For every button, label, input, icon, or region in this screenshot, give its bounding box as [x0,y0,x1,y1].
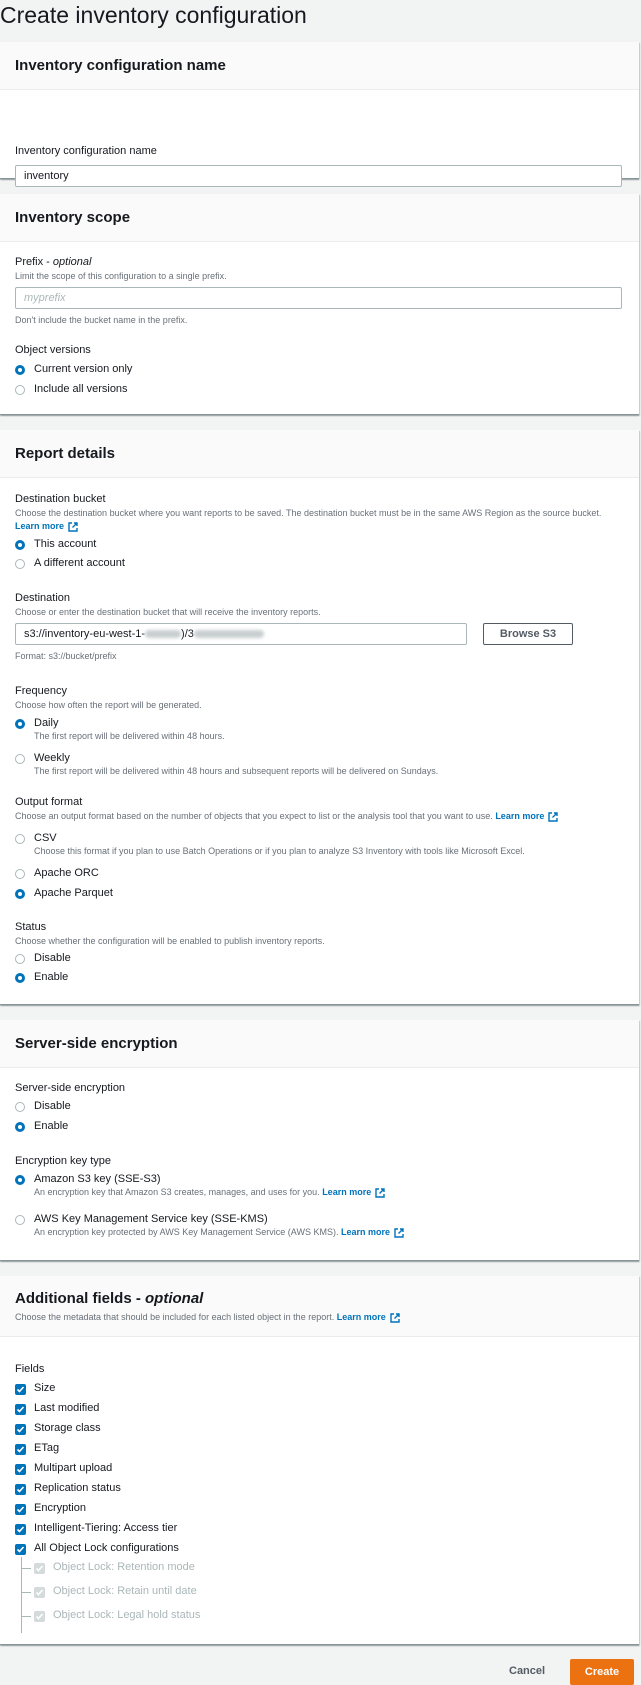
fields-panel-desc-text: Choose the metadata that should be included for each listed object in the report. [15,1312,335,1322]
checkbox-size-input[interactable] [15,1384,26,1395]
radio-apache-parquet-label: Apache Parquet [34,887,113,899]
external-link-icon [390,1313,400,1323]
fields-panel [0,1276,639,1645]
radio-sse-s3-label: Amazon S3 key (SSE-S3) [34,1173,161,1185]
encryption-panel-header [0,1020,639,1068]
object-versions-label: Object versions [15,344,91,356]
output-format-desc-text: Choose an output format based on the number of objects that you expect to list or the analysis tool that you want to use. [15,811,493,821]
radio-daily-desc: The first report will be delivered within 48 hours. [34,731,225,741]
prefix-hint: Don't include the bucket name in the prefix. [15,315,188,325]
status-label: Status [15,921,47,933]
checkbox-size-label: Size [34,1382,56,1394]
fields-panel-header [0,1276,639,1337]
radio-sse-enable-label: Enable [34,1120,69,1132]
destination-value-mid: )/3 [181,628,194,640]
fields-label: Fields [15,1363,45,1375]
radio-csv-desc: Choose this format if you plan to use Batch Operations or if you plan to analyze S3 Inventory with tools like Microsoft Excel. [34,846,525,856]
checkbox-etag-input[interactable] [15,1444,26,1455]
radio-sse-kms-desc [34,1227,404,1238]
radio-csv-input[interactable] [15,834,25,844]
radio-this-account-label: This account [34,538,97,550]
radio-current-version-label: Current version only [34,363,133,375]
encryption-panel-title: Server-side encryption [15,1035,178,1052]
radio-daily-label: Daily [34,717,59,729]
redacted-prefix [194,630,264,638]
radio-different-account-label: A different account [34,557,125,569]
frequency-label: Frequency [15,685,67,697]
checkbox-object-lock-all-label: All Object Lock configurations [34,1542,179,1554]
report-panel-title: Report details [15,445,116,462]
prefix-optional: optional [52,256,92,268]
radio-status-enable-label: Enable [34,971,69,983]
checkbox-legal-hold-label: Object Lock: Legal hold status [53,1609,201,1621]
radio-weekly-desc: The first report will be delivered within 48 hours and subsequent reports will be delivered on Sundays. [34,766,439,776]
checkbox-object-lock-all-input[interactable] [15,1544,26,1555]
config-name-label: Inventory configuration name [15,145,157,157]
prefix-input[interactable]: myprefix [15,287,622,309]
output-learn-more-text: Learn more [495,811,545,821]
checkbox-encryption-input[interactable] [15,1504,26,1515]
checkbox-replication-status-label: Replication status [34,1482,121,1494]
destination-format-hint: Format: s3://bucket/prefix [15,651,117,661]
radio-status-disable-label: Disable [34,952,71,964]
name-panel-title: Inventory configuration name [15,57,226,74]
encryption-panel [0,1020,639,1261]
scope-panel-title: Inventory scope [15,209,131,226]
radio-current-version-input[interactable] [15,365,25,375]
prefix-label [15,256,91,268]
create-button[interactable]: Create [570,1659,634,1685]
radio-sse-disable-label: Disable [34,1100,71,1112]
browse-s3-button[interactable]: Browse S3 [483,623,573,645]
checkbox-intelligent-tiering-input[interactable] [15,1524,26,1535]
config-name-input[interactable]: inventory [15,165,622,187]
scope-panel [0,194,639,415]
checkbox-last-modified-label: Last modified [34,1402,100,1414]
fields-panel-desc [15,1312,400,1323]
radio-apache-parquet-input[interactable] [15,889,25,899]
name-panel [0,42,639,182]
radio-csv-label: CSV [34,832,57,844]
prefix-desc: Limit the scope of this configuration to a single prefix. [15,271,227,281]
radio-this-account-input[interactable] [15,540,25,550]
status-desc: Choose whether the configuration will be enabled to publish inventory reports. [15,936,325,946]
destination-value: s3://inventory-eu-west-1- [24,628,146,640]
radio-sse-enable-input[interactable] [15,1122,25,1132]
fields-panel-title [15,1276,624,1307]
radio-apache-orc-label: Apache ORC [34,867,99,879]
checkbox-etag-label: ETag [34,1442,60,1454]
key-type-label: Encryption key type [15,1155,111,1167]
checkbox-intelligent-tiering-label: Intelligent-Tiering: Access tier [34,1522,178,1534]
destination-input[interactable] [15,623,467,645]
destination-bucket-desc-text: Choose the destination bucket where you want reports to be saved. The destination bucket must be in the same AWS Region as the source bucket. [15,508,602,518]
sse-kms-learn-more-text: Learn more [340,1227,391,1237]
radio-sse-kms-desc-text: An encryption key protected by AWS Key Management Service (AWS KMS). [34,1227,339,1237]
checkbox-encryption-label: Encryption [34,1502,86,1514]
radio-weekly-input[interactable] [15,754,25,764]
fields-panel-title-text: Additional fields - [15,1290,145,1307]
checkbox-storage-class-input[interactable] [15,1424,26,1435]
destination-bucket-label: Destination bucket [15,493,106,505]
redacted-account-id [145,630,181,638]
radio-different-account-input[interactable] [15,559,25,569]
prefix-label-text: Prefix - [15,256,53,268]
report-panel-header [0,430,639,478]
name-panel-header [0,42,639,90]
tree-connector-branch [21,1592,31,1593]
cancel-button[interactable]: Cancel [509,1665,546,1677]
sse-s3-learn-more-link[interactable] [322,1187,385,1197]
external-link-icon [394,1228,404,1238]
tree-connector-branch [21,1568,31,1569]
radio-sse-s3-input[interactable] [15,1175,25,1185]
output-format-desc [15,811,558,822]
radio-sse-s3-desc-text: An encryption key that Amazon S3 creates, manages, and uses for you. [34,1187,320,1197]
checkbox-last-modified-input[interactable] [15,1404,26,1415]
radio-status-enable-input[interactable] [15,973,25,983]
fields-panel-title-optional: optional [145,1290,204,1307]
radio-weekly-label: Weekly [34,752,70,764]
frequency-desc: Choose how often the report will be generated. [15,700,202,710]
checkbox-retain-until-date-input[interactable] [34,1587,45,1598]
scope-panel-header [0,194,639,242]
sse-label: Server-side encryption [15,1082,126,1094]
tree-connector-branch [21,1616,31,1617]
destination-label: Destination [15,592,71,604]
radio-sse-s3-desc [34,1187,385,1198]
checkbox-retention-mode-input[interactable] [34,1563,45,1574]
fields-learn-more-link[interactable] [337,1312,400,1322]
external-link-icon [68,522,78,532]
checkbox-retain-until-date-label: Object Lock: Retain until date [53,1585,197,1597]
radio-all-versions-input[interactable] [15,385,25,395]
external-link-icon [548,812,558,822]
checkbox-retention-mode-label: Object Lock: Retention mode [53,1561,195,1573]
destination-bucket-desc [15,507,627,533]
output-learn-more-link[interactable] [495,811,558,821]
checkbox-legal-hold-input[interactable] [34,1611,45,1622]
destination-learn-more-link[interactable] [15,521,78,531]
radio-sse-kms-label: AWS Key Management Service key (SSE-KMS) [34,1213,268,1225]
sse-kms-learn-more-link[interactable] [341,1227,404,1237]
radio-all-versions-label: Include all versions [34,383,128,395]
output-format-label: Output format [15,796,83,808]
radio-status-disable-input[interactable] [15,954,25,964]
radio-sse-disable-input[interactable] [15,1102,25,1112]
destination-desc: Choose or enter the destination bucket that will receive the inventory reports. [15,607,321,617]
radio-daily-input[interactable] [15,719,25,729]
destination-learn-more-text: Learn more [15,521,65,531]
checkbox-storage-class-label: Storage class [34,1422,101,1434]
report-panel [0,430,639,1005]
checkbox-multipart-upload-input[interactable] [15,1464,26,1475]
radio-sse-kms-input[interactable] [15,1215,25,1225]
sse-s3-learn-more-text: Learn more [322,1187,372,1197]
radio-apache-orc-input[interactable] [15,869,25,879]
checkbox-multipart-upload-label: Multipart upload [34,1462,113,1474]
fields-learn-more-text: Learn more [336,1312,386,1322]
page-title: Create inventory configuration [0,2,307,28]
external-link-icon [375,1188,385,1198]
checkbox-replication-status-input[interactable] [15,1484,26,1495]
